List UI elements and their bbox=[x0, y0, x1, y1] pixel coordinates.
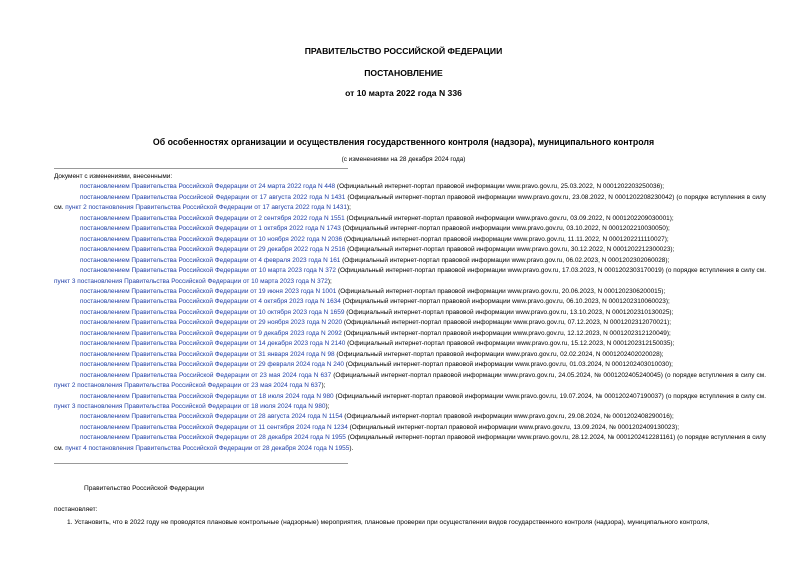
amendment-item bbox=[54, 350, 766, 360]
amendment-link[interactable]: постановлением Правительства Российской Федерации от 28 августа 2024 года N 1154 bbox=[80, 413, 343, 421]
issuer-line: Правительство Российской Федерации bbox=[84, 485, 204, 492]
amendment-tail: ); bbox=[321, 382, 326, 390]
amendment-item bbox=[54, 266, 766, 287]
amendment-link[interactable]: постановлением Правительства Российской Федерации от 10 ноября 2022 года N 2036 bbox=[80, 235, 343, 243]
paragraph-1: 1. Установить, что в 2022 году не проводятся плановые контрольные (надзорные) мероприятия, плановые проверки при осуществлении видов государственного контроля (надзора), муниципального контроля, bbox=[67, 519, 710, 526]
amendment-link[interactable]: постановлением Правительства Российской Федерации от 31 января 2024 года N 98 bbox=[80, 350, 335, 358]
amendment-tail: ); bbox=[327, 277, 332, 285]
amendment-source: (Официальный интернет-портал правовой информации www.pravo.gov.ru, 24.05.2024, № 0001202405240045) (о порядке вступления в силу см. bbox=[331, 371, 766, 379]
changes-items bbox=[54, 182, 766, 454]
amendment-source: (Официальный интернет-портал правовой информации www.pravo.gov.ru, 02.02.2024, N 0001202402020028); bbox=[334, 350, 664, 358]
amendment-item bbox=[54, 433, 766, 454]
amendment-item bbox=[54, 339, 766, 349]
amendment-link[interactable]: постановлением Правительства Российской Федерации от 28 декабря 2024 года N 1955 bbox=[80, 434, 346, 442]
amendment-item bbox=[54, 329, 766, 339]
entry-into-force-link[interactable]: пункт 4 постановления Правительства Российской Федерации от 28 декабря 2024 года N 1955 bbox=[65, 444, 350, 452]
amendment-link[interactable]: постановлением Правительства Российской Федерации от 17 августа 2022 года N 1431 bbox=[80, 193, 346, 201]
amendment-source: (Официальный интернет-портал правовой информации www.pravo.gov.ru, 12.12.2023, N 0001202312120049); bbox=[341, 329, 671, 337]
amendment-source: (Официальный интернет-портал правовой информации www.pravo.gov.ru, 13.10.2023, N 0001202310130025); bbox=[344, 308, 674, 316]
amendment-source: (Официальный интернет-портал правовой информации www.pravo.gov.ru, 15.12.2023, N 0001202312150035); bbox=[345, 340, 675, 348]
amendment-source: (Официальный интернет-портал правовой информации www.pravo.gov.ru, 03.10.2022, N 0001202210030050); bbox=[340, 225, 670, 233]
amendment-item bbox=[54, 308, 766, 318]
decides-line: постановляет: bbox=[54, 506, 98, 513]
amendment-source: (Официальный интернет-портал правовой информации www.pravo.gov.ru, 06.02.2023, N 0001202302060028); bbox=[340, 256, 670, 264]
amendment-link[interactable]: постановлением Правительства Российской Федерации от 2 сентября 2022 года N 1551 bbox=[80, 214, 345, 222]
divider-top bbox=[54, 168, 348, 169]
revision-note: (с изменениями на 28 декабря 2024 года) bbox=[341, 156, 466, 163]
document-type: ПОСТАНОВЛЕНИЕ bbox=[364, 68, 443, 78]
amendment-link[interactable]: постановлением Правительства Российской Федерации от 18 июля 2024 года N 980 bbox=[80, 392, 334, 400]
amendment-item bbox=[54, 256, 766, 266]
amendment-link[interactable]: постановлением Правительства Российской Федерации от 29 февраля 2024 года N 240 bbox=[80, 361, 344, 369]
amendment-item bbox=[54, 423, 766, 433]
changes-intro: Документ с изменениями, внесенными: bbox=[54, 173, 173, 180]
amendment-item bbox=[54, 193, 766, 214]
entry-into-force-link[interactable]: пункт 2 постановления Правительства Российской Федерации от 17 августа 2022 года N 1431 bbox=[65, 204, 347, 212]
amendment-link[interactable]: постановлением Правительства Российской Федерации от 9 декабря 2023 года N 2092 bbox=[80, 329, 342, 337]
amendment-item bbox=[54, 214, 766, 224]
amendment-source: (Официальный интернет-портал правовой информации www.pravo.gov.ru, 17.03.2023, N 0001202303170019) (о порядке вступления в силу см. bbox=[335, 267, 766, 275]
amendment-source: (Официальный интернет-портал правовой информации www.pravo.gov.ru, 06.10.2023, N 0001202310060023); bbox=[340, 298, 670, 306]
amendment-link[interactable]: постановлением Правительства Российской Федерации от 11 сентября 2024 года N 1234 bbox=[80, 423, 348, 431]
amendment-item bbox=[54, 412, 766, 422]
amendment-link[interactable]: постановлением Правительства Российской Федерации от 1 октября 2022 года N 1743 bbox=[80, 225, 341, 233]
amendment-source: (Официальный интернет-портал правовой информации www.pravo.gov.ru, 01.03.2024, N 0001202403010030); bbox=[343, 361, 673, 369]
amendment-link[interactable]: постановлением Правительства Российской Федерации от 4 октября 2023 года N 1634 bbox=[80, 298, 341, 306]
amendment-tail: ); bbox=[325, 402, 330, 410]
amendment-source: (Официальный интернет-портал правовой информации www.pravo.gov.ru, 23.08.2022, N 0001202208230042) (о порядке вступления в силу см. bbox=[54, 193, 766, 212]
amendment-item bbox=[54, 287, 766, 297]
amendment-link[interactable]: постановлением Правительства Российской Федерации от 10 октября 2023 года N 1659 bbox=[80, 308, 345, 316]
divider-bottom bbox=[54, 463, 348, 464]
document-date-number: от 10 марта 2022 года N 336 bbox=[345, 88, 462, 98]
entry-into-force-link[interactable]: пункт 3 постановления Правительства Российской Федерации от 18 июля 2024 года N 980 bbox=[54, 402, 326, 410]
amendment-item bbox=[54, 392, 766, 413]
document-title: Об особенностях организации и осуществления государственного контроля (надзора), муниципального контроля bbox=[152, 137, 655, 147]
amendment-source: (Официальный интернет-портал правовой информации www.pravo.gov.ru, 28.12.2024, № 0001202412281161) (о порядке вступления в силу см. bbox=[54, 434, 766, 452]
amendment-source: (Официальный интернет-портал правовой информации www.pravo.gov.ru, 03.09.2022, N 0001202209030001); bbox=[344, 214, 674, 222]
amendment-source: (Официальный интернет-портал правовой информации www.pravo.gov.ru, 30.12.2022, N 0001202212300023); bbox=[345, 246, 675, 254]
amendment-link[interactable]: постановлением Правительства Российской Федерации от 19 июня 2023 года N 1001 bbox=[80, 287, 337, 295]
amendment-link[interactable]: постановлением Правительства Российской Федерации от 10 марта 2023 года N 372 bbox=[80, 267, 336, 275]
amendment-tail: ); bbox=[346, 204, 351, 212]
changes-list bbox=[54, 172, 766, 454]
amendment-link[interactable]: постановлением Правительства Российской Федерации от 29 декабря 2022 года N 2516 bbox=[80, 246, 346, 254]
amendment-item bbox=[54, 224, 766, 234]
amendment-source: (Официальный интернет-портал правовой информации www.pravo.gov.ru, 07.12.2023, N 0001202312070021); bbox=[342, 319, 672, 327]
amendment-source: (Официальный интернет-портал правовой информации www.pravo.gov.ru, 29.08.2024, № 0001202408290016); bbox=[342, 413, 674, 421]
amendment-tail: ). bbox=[349, 444, 354, 452]
amendment-item bbox=[54, 318, 766, 328]
amendment-link[interactable]: постановлением Правительства Российской Федерации от 14 декабря 2023 года N 2140 bbox=[80, 340, 346, 348]
amendment-source: (Официальный интернет-портал правовой информации www.pravo.gov.ru, 13.09.2024, № 0001202409130023); bbox=[347, 423, 680, 431]
amendment-item bbox=[54, 182, 766, 192]
amendment-link[interactable]: постановлением Правительства Российской Федерации от 29 ноября 2023 года N 2020 bbox=[80, 319, 343, 327]
amendment-link[interactable]: постановлением Правительства Российской Федерации от 4 февраля 2023 года N 161 bbox=[80, 256, 341, 264]
entry-into-force-link[interactable]: пункт 2 постановления Правительства Российской Федерации от 23 мая 2024 года N 637 bbox=[54, 382, 322, 390]
amendment-source: (Официальный интернет-портал правовой информации www.pravo.gov.ru, 25.03.2022, N 0001202203250036); bbox=[335, 183, 665, 191]
government-heading: ПРАВИТЕЛЬСТВО РОССИЙСКОЙ ФЕДЕРАЦИИ bbox=[304, 46, 503, 56]
amendment-link[interactable]: постановлением Правительства Российской Федерации от 23 мая 2024 года N 637 bbox=[80, 371, 332, 379]
amendment-source: (Официальный интернет-портал правовой информации www.pravo.gov.ru, 11.11.2022, N 0001202211110027); bbox=[342, 235, 669, 243]
amendment-item bbox=[54, 371, 766, 392]
amendment-item bbox=[54, 245, 766, 255]
amendment-source: (Официальный интернет-портал правовой информации www.pravo.gov.ru, 20.06.2023, N 0001202306200015); bbox=[336, 287, 666, 295]
entry-into-force-link[interactable]: пункт 3 постановления Правительства Российской Федерации от 10 марта 2023 года N 372 bbox=[54, 277, 328, 285]
amendment-item bbox=[54, 235, 766, 245]
amendment-item bbox=[54, 360, 766, 370]
amendment-link[interactable]: постановлением Правительства Российской Федерации от 24 марта 2022 года N 448 bbox=[80, 183, 336, 191]
amendment-source: (Официальный интернет-портал правовой информации www.pravo.gov.ru, 19.07.2024, № 0001202407190037) (о порядке вступления в силу см. bbox=[333, 392, 766, 400]
amendment-item bbox=[54, 297, 766, 307]
